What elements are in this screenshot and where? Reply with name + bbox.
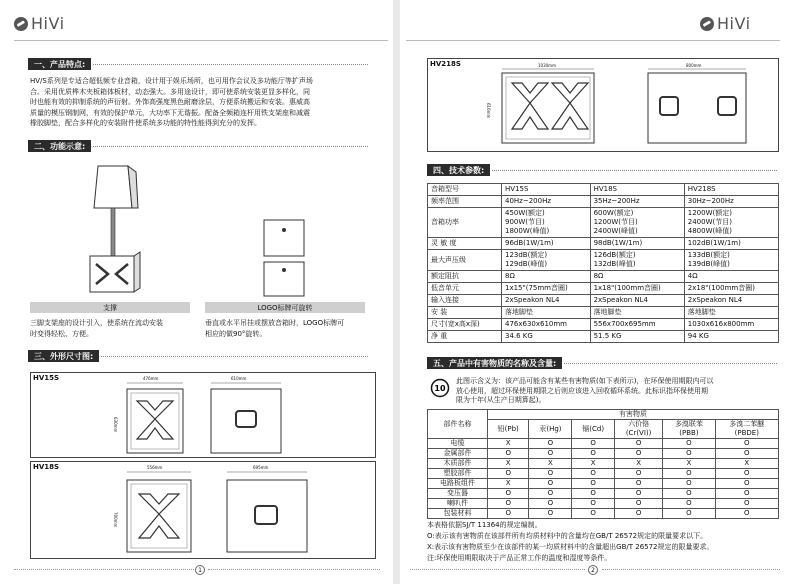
dim-width: 476mm: [143, 376, 159, 381]
text-line: 橡胶脚垫，配合多样化的安装附件使系统多功能的特性能得到充分的发挥。: [30, 119, 261, 127]
spec-value: 133dB(额定) 139dB(峰值): [684, 250, 778, 271]
part-name: 喇叭件: [428, 499, 488, 509]
hazard-mark: O: [715, 479, 778, 489]
spec-row: [428, 238, 779, 250]
hazard-mark: O: [488, 469, 529, 479]
hazard-mark: X: [488, 479, 529, 489]
hv18s-drawing: [30, 461, 376, 559]
dim-depth: 610mm: [231, 376, 247, 381]
spec-value: 35Hz~200Hz: [590, 196, 684, 208]
caption-support: 支撑: [30, 302, 190, 313]
hazard-mark: O: [663, 479, 715, 489]
spec-key: 净 重: [428, 331, 502, 343]
hazard-mark: O: [572, 449, 614, 459]
hazard-mark: O: [572, 509, 614, 519]
page-number: 2: [588, 565, 598, 575]
substance-column-header: 多溴二苯醚 (PBDE): [715, 420, 778, 439]
spec-row: [428, 184, 779, 196]
part-name: 木质部件: [428, 459, 488, 469]
hazard-intro: 此图示含义为：该产品可能含有某些有害物质(如下表所示)，在环保使用期限内可以 放心使用，超过环保使用期限之后则应该进入回收循环系统。此标识指环保使用期 限为十年(从生产日期算起)。: [456, 377, 714, 404]
spec-value: 600W(额定) 1200W(节目) 2400W(峰值): [590, 208, 684, 238]
hazard-mark: X: [663, 459, 715, 469]
hivi-logo-icon: [700, 17, 714, 31]
section-header-specs: [427, 164, 777, 176]
spec-value: 落地脚垫: [590, 307, 684, 319]
hazard-mark: X: [614, 459, 662, 469]
hazard-mark: O: [488, 449, 529, 459]
spec-value: 1200W(额定) 2400W(节目) 4800W(峰值): [684, 208, 778, 238]
hivi-logo-icon: [14, 17, 28, 31]
section-header-dimensions: [28, 350, 368, 362]
spec-value: 98dB(1W/1m): [590, 238, 684, 250]
dim-height: 616mm: [486, 103, 491, 119]
hazard-mark: O: [572, 439, 614, 449]
hazard-row: [428, 489, 779, 499]
substance-column-header: 镉(Cd): [572, 420, 614, 439]
brand-logo: [700, 14, 751, 33]
hazard-mark: X: [488, 459, 529, 469]
spec-value: 476x630x610mm: [502, 319, 591, 331]
dim-depth: 695mm: [253, 465, 269, 470]
spec-value: HV15S: [502, 184, 591, 196]
section-header-function: [28, 140, 368, 152]
part-name: 金属部件: [428, 449, 488, 459]
dim-width: 1030mm: [538, 63, 556, 68]
part-name: 包装材料: [428, 509, 488, 519]
spec-value: 556x700x695mm: [590, 319, 684, 331]
logo-rotate-illustration: [258, 218, 318, 298]
spec-value: 123dB(额定) 129dB(峰值): [502, 250, 591, 271]
header-rule: [14, 40, 388, 41]
spec-key: 最大声压级: [428, 250, 502, 271]
spec-row: [428, 307, 779, 319]
hazard-mark: O: [663, 489, 715, 499]
hv15s-front-side-view: [31, 373, 375, 457]
spec-key: 低音单元: [428, 283, 502, 295]
note-eco-period: 注:环保使用期限取决于产品正常工作的温度和湿度等条件。: [427, 554, 612, 562]
hazard-row: [428, 479, 779, 489]
spec-value: HV218S: [684, 184, 778, 196]
hazard-mark: O: [572, 469, 614, 479]
hazard-mark: O: [614, 449, 662, 459]
substance-header: 有害物质: [488, 410, 779, 420]
hazard-mark: X: [715, 459, 778, 469]
hazard-row: [428, 469, 779, 479]
spec-value: 1030x616x800mm: [684, 319, 778, 331]
support-description: 三脚支架座的设计引入，使系统在流动安装 时变得轻松、方便。: [30, 319, 163, 338]
spec-value: 30Hz~200Hz: [684, 196, 778, 208]
spec-value: 51.5 KG: [590, 331, 684, 343]
hazard-mark: O: [663, 499, 715, 509]
spec-value: 450W(额定) 900W(节目) 1800W(峰值): [502, 208, 591, 238]
hazard-mark: O: [715, 449, 778, 459]
substance-column-header: 铅(Pb): [488, 420, 529, 439]
part-name: 塑胶部件: [428, 469, 488, 479]
spec-key: 音箱型号: [428, 184, 502, 196]
hazard-mark: O: [614, 489, 662, 499]
section-title: 二、功能示意:: [28, 140, 91, 152]
spec-key: 额定阻抗: [428, 271, 502, 283]
part-name: 电缆: [428, 439, 488, 449]
spec-key: 输入连接: [428, 295, 502, 307]
hazard-mark: O: [529, 479, 572, 489]
model-tag: HV15S: [33, 374, 60, 382]
eco-period-icon: [430, 378, 450, 398]
hazard-mark: O: [529, 439, 572, 449]
spec-value: 落地脚垫: [502, 307, 591, 319]
hazard-mark: O: [715, 469, 778, 479]
hazard-mark: O: [715, 499, 778, 509]
text-line: 时也能有效的抑制系统的声衍射。外饰高强度黑色耐磨涂层，方便系统搬运和安装。惠威高: [30, 98, 310, 106]
hazard-mark: O: [488, 499, 529, 509]
text-line: 质量的模压钢制网，有效的保护单元，大功率下无谐振。配备全频箱连杆用铁支架座和减震: [30, 108, 310, 117]
hazard-mark: O: [614, 509, 662, 519]
substance-column-header: 六价铬 (Cr(VI)): [614, 420, 662, 439]
hazard-mark: O: [572, 479, 614, 489]
hazard-mark: O: [529, 489, 572, 499]
section-title: 五、产品中有害物质的名称及含量:: [427, 357, 562, 369]
hazard-row: [428, 499, 779, 509]
logo-rotate-description: 垂直或水平吊挂或摆放音箱时，LOGO标牌可 相应的做90°旋转。: [205, 319, 345, 338]
spec-value: 1x15"(75mm音圈): [502, 283, 591, 295]
section-header-hazardous: [427, 357, 777, 369]
hv18s-front-side-view: [31, 462, 375, 558]
hazard-mark: O: [663, 449, 715, 459]
hazard-mark: O: [529, 499, 572, 509]
hazard-mark: O: [529, 469, 572, 479]
left-page: [0, 0, 393, 584]
hazard-mark: X: [488, 439, 529, 449]
hazardous-substance-table: [427, 409, 779, 519]
hazard-row: [428, 459, 779, 469]
hazard-mark: O: [663, 439, 715, 449]
section-title: 四、技术参数:: [427, 164, 490, 176]
spec-value: 102dB(1W/1m): [684, 238, 778, 250]
part-header: 部件名称: [428, 410, 488, 439]
dim-height: 630mm: [113, 417, 118, 433]
spec-value: 4Ω: [684, 271, 778, 283]
header-rule: [406, 40, 780, 41]
brand-wordmark: HiVi: [717, 14, 751, 33]
spec-key: 尺寸(宽x高x深): [428, 319, 502, 331]
spec-value: 2xSpeakon NL4: [684, 295, 778, 307]
hazard-mark: O: [572, 489, 614, 499]
hazard-mark: X: [572, 459, 614, 469]
hazard-mark: O: [614, 479, 662, 489]
spec-value: 1x18"(100mm音圈): [590, 283, 684, 295]
spec-row: [428, 331, 779, 343]
brand-wordmark: HiVi: [31, 14, 65, 33]
caption-logo-rotate: LOGO标牌可旋转: [205, 302, 365, 313]
spec-value: 40Hz~200Hz: [502, 196, 591, 208]
dim-height: 700mm: [113, 512, 118, 528]
spec-row: [428, 271, 779, 283]
hazard-mark: O: [663, 509, 715, 519]
part-name: 电路板组件: [428, 479, 488, 489]
hazard-mark: O: [529, 509, 572, 519]
hv15s-drawing: [30, 372, 376, 458]
spec-row: [428, 208, 779, 238]
dim-width: 556mm: [147, 465, 163, 470]
spec-value: 落地脚垫: [684, 307, 778, 319]
spec-row: [428, 283, 779, 295]
spec-key: 频率范围: [428, 196, 502, 208]
text-line: HV/S系列是专适合超低频专业音箱，设计用于娱乐场所，也可用作会议及多功能厅等扩声场: [30, 77, 313, 85]
spec-key: 安 装: [428, 307, 502, 319]
hazard-mark: O: [663, 469, 715, 479]
spec-value: 8Ω: [590, 271, 684, 283]
page-number: 1: [195, 565, 205, 575]
spec-value: 8Ω: [502, 271, 591, 283]
hv218s-front-side-view: [428, 59, 778, 151]
spec-row: [428, 319, 779, 331]
spec-value: 94 KG: [684, 331, 778, 343]
hazard-row: [428, 509, 779, 519]
section-title: 一、产品特点:: [28, 58, 91, 70]
note-o-definition: O:表示该有害物质在该部件所有均质材料中的含量均在GB/T 26572规定的限量要求以下。: [427, 532, 708, 540]
spec-value: 34.6 KG: [502, 331, 591, 343]
hazard-mark: O: [614, 469, 662, 479]
spec-value: 2x18"(100mm音圈): [684, 283, 778, 295]
hazard-mark: X: [529, 459, 572, 469]
spec-value: 126dB(额定) 132dB(峰值): [590, 250, 684, 271]
spec-row: [428, 196, 779, 208]
hv218s-drawing: [427, 58, 779, 152]
spec-key: 音箱功率: [428, 208, 502, 238]
note-x-definition: X:表示该有害物质至少在该部件的某一均质材料中的含量超出GB/T 26572规定的限量要求。: [427, 543, 714, 551]
spec-table: [427, 183, 779, 343]
section-header-features: [28, 58, 368, 70]
dim-depth: 800mm: [686, 63, 702, 68]
hazard-mark: O: [529, 449, 572, 459]
spec-key: 灵 敏 度: [428, 238, 502, 250]
substance-column-header: 汞(Hg): [529, 420, 572, 439]
section-title: 三、外形尺寸图:: [28, 350, 99, 362]
speaker-on-stand-illustration: [70, 158, 160, 298]
spec-value: HV18S: [590, 184, 684, 196]
hazard-mark: O: [614, 439, 662, 449]
part-name: 变压器: [428, 489, 488, 499]
hazard-mark: O: [488, 489, 529, 499]
spec-value: 2xSpeakon NL4: [590, 295, 684, 307]
hazard-mark: O: [614, 499, 662, 509]
note-standard: 本表格依据SJ/T 11364的规定编制。: [427, 521, 542, 529]
hazard-mark: O: [488, 509, 529, 519]
spec-row: [428, 250, 779, 271]
model-tag: HV18S: [33, 463, 60, 471]
brand-logo: [14, 14, 65, 33]
model-tag: HV218S: [430, 60, 461, 68]
text-line: 合。采用优质桦木夹板箱体板材，动态强大。多用途设计，即可使系统安装更显多样化，同: [30, 87, 310, 96]
eco-badge-text: 10: [434, 384, 446, 393]
spec-value: 96dB(1W/1m): [502, 238, 591, 250]
hazard-row: [428, 439, 779, 449]
features-paragraph: [30, 76, 375, 129]
spec-value: 2xSpeakon NL4: [502, 295, 591, 307]
hazard-mark: O: [715, 489, 778, 499]
hazard-row: [428, 449, 779, 459]
substance-column-header: 多溴联苯 (PBB): [663, 420, 715, 439]
hazard-mark: O: [572, 499, 614, 509]
hazard-mark: O: [715, 439, 778, 449]
hazard-mark: O: [715, 509, 778, 519]
spec-row: [428, 295, 779, 307]
